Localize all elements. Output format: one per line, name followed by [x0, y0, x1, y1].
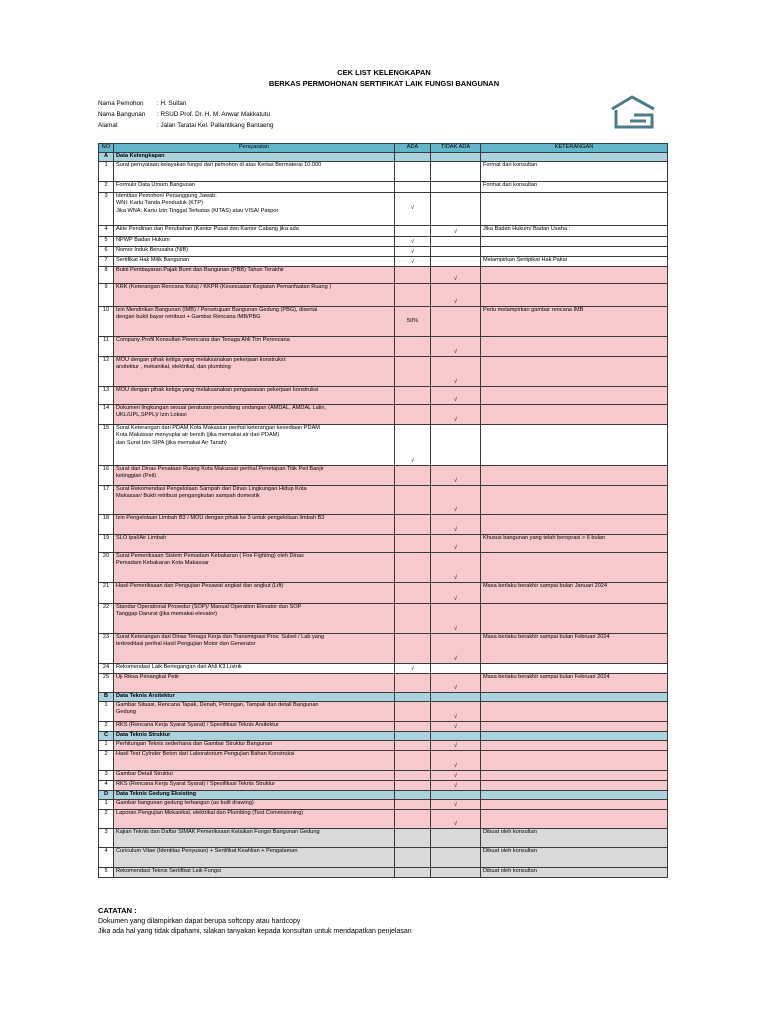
requirement-text: Surat Keterangan dari PDAM Kota Makassar perihal keterangan kesediaan PDAM Kota Makassar menyuplai air bersih (jika memakai air dari PDAM) dan Surat Izin SIPA (jika memakai Air Tanah) — [114, 425, 395, 466]
table-row — [99, 604, 668, 634]
table-row — [99, 486, 668, 515]
section-letter: C — [99, 732, 114, 741]
table-row — [99, 337, 668, 357]
section-letter: B — [99, 693, 114, 702]
keterangan-text: Perlu melampirkan gambar rencana IMB — [481, 307, 668, 337]
tidak-ada-mark — [431, 664, 481, 674]
doc-title-line1: CEK LIST KELENGKAPAN — [337, 68, 431, 77]
info-building — [98, 111, 270, 118]
cell-ada — [395, 693, 431, 702]
section-row — [99, 153, 668, 162]
row-number: 22 — [99, 604, 114, 634]
requirement-text: Bukti Pembayaran Pajak Bumi dan Bangunan (PBB) Tahun Terakhir — [114, 267, 395, 284]
keterangan-text: Masa berlaku berakhir sampai bulan Januari 2024 — [481, 583, 668, 604]
keterangan-text — [481, 664, 668, 674]
section-row — [99, 732, 668, 741]
keterangan-text: Format dari konsultan — [481, 182, 668, 193]
tidak-ada-mark: √ — [431, 751, 481, 771]
requirement-text: Akte Pendirian dan Perubahan (Kantor Pusat dan Kantor Cabang jika ada — [114, 226, 395, 237]
tidak-ada-mark — [431, 182, 481, 193]
tidak-ada-mark: √ — [431, 515, 481, 535]
ada-mark — [395, 182, 431, 193]
requirement-text: Gambar Detail Struktur — [114, 771, 395, 781]
row-number: 10 — [99, 307, 114, 337]
keterangan-text — [481, 284, 668, 307]
requirement-text: NPWP Badan Hukum — [114, 237, 395, 247]
keterangan-text — [481, 800, 668, 810]
row-number: 17 — [99, 486, 114, 515]
tidak-ada-mark: √ — [431, 810, 481, 829]
table-row — [99, 387, 668, 405]
tidak-ada-mark: √ — [431, 604, 481, 634]
ada-mark — [395, 553, 431, 583]
row-number: 11 — [99, 337, 114, 357]
table-header-row — [99, 144, 668, 153]
tidak-ada-mark — [431, 193, 481, 226]
keterangan-text — [481, 237, 668, 247]
checklist-table — [98, 143, 668, 878]
table-row — [99, 741, 668, 751]
ada-mark: √ — [395, 237, 431, 247]
table-row — [99, 267, 668, 284]
table-row — [99, 751, 668, 771]
requirement-text: KRK (Keterangan Rencana Kota) / KKPR (Kesesuaian Kegiatan Pemanfaatan Ruang ) — [114, 284, 395, 307]
ada-mark — [395, 722, 431, 732]
ada-mark — [395, 337, 431, 357]
keterangan-text — [481, 425, 668, 466]
ada-mark: √ — [395, 257, 431, 267]
keterangan-text — [481, 810, 668, 829]
tidak-ada-mark: √ — [431, 583, 481, 604]
table-row — [99, 307, 668, 337]
row-number: 5 — [99, 237, 114, 247]
requirement-text: RKS (Rencana Kerja Syarat Syarat) / Spesifikasi Teknis Struktur — [114, 781, 395, 791]
section-letter: D — [99, 791, 114, 800]
ada-mark — [395, 674, 431, 693]
requirement-text: Surat Pemeriksaan Sistem Pemadam Kebakaran ( Fire Fighting) oleh Dinas Pemadam Kebakaran Kota Makassar — [114, 553, 395, 583]
row-number: 25 — [99, 674, 114, 693]
keterangan-text — [481, 751, 668, 771]
tidak-ada-mark — [431, 237, 481, 247]
table-row — [99, 257, 668, 267]
table-row — [99, 810, 668, 829]
requirement-text: Identitas Pemohon/ Penanggung Jawab: WNI: Kartu Tanda Penduduk (KTP) Jika WNA: Kartu Izin Tinggal Terbatas (KITAS) atau VISA/ Paspor — [114, 193, 395, 226]
row-number: 6 — [99, 247, 114, 257]
row-number: 2 — [99, 810, 114, 829]
notes-section — [98, 906, 412, 937]
tidak-ada-mark: √ — [431, 337, 481, 357]
row-number: 12 — [99, 357, 114, 387]
row-number: 16 — [99, 466, 114, 486]
ada-mark — [395, 486, 431, 515]
ada-mark — [395, 162, 431, 182]
ada-mark: √ — [395, 425, 431, 466]
section-title: Data Kelengkapan — [114, 153, 395, 162]
requirement-text: MOU dengan pihak ketiga yang melaksanakan pekerjaan konstruksi: arsitektur , mekanikal, elektrikal, dan plumbing — [114, 357, 395, 387]
keterangan-text — [481, 267, 668, 284]
cell-keterangan — [481, 693, 668, 702]
requirement-text: Surat dari Dinas Penataan Ruang Kota Makassar perihal Penetapan Titik Peil Banjir ketinggian (Peil) — [114, 466, 395, 486]
table-row — [99, 162, 668, 182]
table-row — [99, 829, 668, 848]
row-number: 2 — [99, 722, 114, 732]
table-row — [99, 284, 668, 307]
row-number: 8 — [99, 267, 114, 284]
header-requirement: Persyaratan — [114, 144, 395, 153]
table-row — [99, 247, 668, 257]
table-row — [99, 781, 668, 791]
requirement-text: Uji Riksa Penangkal Petir — [114, 674, 395, 693]
header-keterangan: KETERANGAN — [481, 144, 668, 153]
tidak-ada-mark: √ — [431, 387, 481, 405]
ada-mark — [395, 466, 431, 486]
keterangan-text — [481, 337, 668, 357]
section-title: Data Teknis Struktur — [114, 732, 395, 741]
cell-keterangan — [481, 791, 668, 800]
row-number: 15 — [99, 425, 114, 466]
table-row — [99, 405, 668, 425]
ada-mark — [395, 357, 431, 387]
row-number: 19 — [99, 535, 114, 553]
ada-mark — [395, 751, 431, 771]
tidak-ada-mark: √ — [431, 357, 481, 387]
requirement-text: Hasil Pemeriksaan dan Pengujian Pesawat angkat dan angkut (Lift) — [114, 583, 395, 604]
row-number: 4 — [99, 226, 114, 237]
table-row — [99, 425, 668, 466]
tidak-ada-mark: √ — [431, 267, 481, 284]
requirement-text: Gambar Situasi, Rencana Tapak, Denah, Potongan, Tampak dan detail Bangunan Gedung — [114, 702, 395, 722]
tidak-ada-mark: √ — [431, 741, 481, 751]
requirement-text: Standar Operational Prosedur (SOP)/ Manual Operation Elevator dan SOP Tanggap Darurat (jika memakai elevator) — [114, 604, 395, 634]
section-row — [99, 791, 668, 800]
ada-mark — [395, 810, 431, 829]
tidak-ada-mark: √ — [431, 800, 481, 810]
cell-ada — [395, 153, 431, 162]
keterangan-text: Masa berlaku berakhir sampai bulan Februari 2024 — [481, 674, 668, 693]
tidak-ada-mark — [431, 868, 481, 878]
row-number: 9 — [99, 284, 114, 307]
keterangan-text — [481, 515, 668, 535]
keterangan-text — [481, 466, 668, 486]
tidak-ada-mark: √ — [431, 553, 481, 583]
keterangan-text: Jika Badan Hukum/ Badan Usaha : — [481, 226, 668, 237]
ada-mark — [395, 771, 431, 781]
row-number: 23 — [99, 634, 114, 664]
keterangan-text — [481, 387, 668, 405]
table-row — [99, 664, 668, 674]
ada-mark — [395, 702, 431, 722]
info-value: : H. Sultan — [157, 100, 187, 107]
ada-mark — [395, 226, 431, 237]
keterangan-text: Format dari konsultan — [481, 162, 668, 182]
row-number: 2 — [99, 182, 114, 193]
keterangan-text — [481, 781, 668, 791]
tidak-ada-mark — [431, 247, 481, 257]
row-number: 3 — [99, 193, 114, 226]
table-row — [99, 357, 668, 387]
row-number: 18 — [99, 515, 114, 535]
requirement-text: Surat Rekomendasi Pengelolaan Sampah dari Dinas Lingkungan Hidup Kota Makassar/ Bukti retribusi pengangkutan sampah domestik — [114, 486, 395, 515]
table-row — [99, 868, 668, 878]
requirement-text: Nomor Induk Berusaha (NIB) — [114, 247, 395, 257]
row-number: 1 — [99, 162, 114, 182]
keterangan-text — [481, 741, 668, 751]
ada-mark — [395, 604, 431, 634]
row-number: 24 — [99, 664, 114, 674]
table-row — [99, 674, 668, 693]
requirement-text: Perhitungan Teknis sederhana dan Gambar Struktur Bangunan — [114, 741, 395, 751]
keterangan-text: Dibuat oleh konsultan — [481, 829, 668, 848]
keterangan-text — [481, 722, 668, 732]
row-number: 4 — [99, 781, 114, 791]
keterangan-text: Melampirkan Sertipikat Hak Pakai — [481, 257, 668, 267]
requirement-text: Izin Pengelolaan Limbah B3 / MOU dengan pihak ke 3 untuk pengelolaan limbah B3 — [114, 515, 395, 535]
keterangan-text — [481, 405, 668, 425]
ada-mark — [395, 868, 431, 878]
ada-mark — [395, 405, 431, 425]
tidak-ada-mark — [431, 425, 481, 466]
info-value: : Jalan Taratai Kel. Pallantikang Bantaeng — [157, 122, 274, 129]
notes-title: CATATAN : — [98, 906, 137, 915]
table-row — [99, 515, 668, 535]
requirement-text: Surat pernyataan kelayakan fungsi dari pemohon di atas Kertas Bermaterai 10.000 — [114, 162, 395, 182]
keterangan-text: Dibuat oleh konsultan — [481, 848, 668, 868]
requirement-text: Gambar bangunan gedung terbangun (as built drawing) — [114, 800, 395, 810]
ada-mark — [395, 515, 431, 535]
table-row — [99, 583, 668, 604]
keterangan-text: Masa berlaku berakhir sampai bulan Februari 2024 — [481, 634, 668, 664]
info-value: : RSUD Prof. Dr. H. M. Anwar Makkatutu — [157, 111, 271, 118]
ada-mark — [395, 781, 431, 791]
row-number: 1 — [99, 702, 114, 722]
table-row — [99, 722, 668, 732]
ada-mark — [395, 535, 431, 553]
requirement-text: Company Profil Konsultan Perencana dan Tenaga Ahli Tim Perencana — [114, 337, 395, 357]
section-letter: A — [99, 153, 114, 162]
cell-tidak-ada — [431, 693, 481, 702]
requirement-text: SLO Ipal/Air Limbah — [114, 535, 395, 553]
requirement-text: Rekomendasi Teknis Sertifikat Laik Fungsi — [114, 868, 395, 878]
tidak-ada-mark: √ — [431, 466, 481, 486]
notes-line: Jika ada hal yang tidak dipahami, silakan tanyakan kepada konsultan untuk mendapatkan penjelasan — [98, 928, 412, 936]
tidak-ada-mark: √ — [431, 674, 481, 693]
keterangan-text — [481, 193, 668, 226]
tidak-ada-mark: √ — [431, 226, 481, 237]
requirement-text: Izin Mendirikan Bangunan (IMB) / Persetujuan Bangunan Gedung (PBG), disertai dengan bukti bayar retribusi + Gambar Rencana IMB/PBG — [114, 307, 395, 337]
ada-mark — [395, 634, 431, 664]
info-label: Alamat — [98, 122, 118, 129]
building-logo-icon — [610, 95, 656, 129]
row-number: 4 — [99, 848, 114, 868]
requirement-text: Surat Keterangan dari Dinas Tenaga Kerja dan Transmigrasi Prov. Sulsel / Lab yang terkreditasi perihal Hasil Pengujian Motor dan Generator — [114, 634, 395, 664]
requirement-text: Sertifikat Hak Milik Bangunan — [114, 257, 395, 267]
ada-mark — [395, 741, 431, 751]
table-row — [99, 226, 668, 237]
ada-mark — [395, 829, 431, 848]
tidak-ada-mark: √ — [431, 535, 481, 553]
table-row — [99, 702, 668, 722]
header-tidak-ada: TIDAK ADA — [431, 144, 481, 153]
cell-tidak-ada — [431, 153, 481, 162]
tidak-ada-mark: √ — [431, 634, 481, 664]
row-number: 3 — [99, 771, 114, 781]
row-number: 1 — [99, 800, 114, 810]
doc-title-line2: BERKAS PERMOHONAN SERTIFIKAT LAIK FUNGSI BANGUNAN — [268, 79, 500, 88]
row-number: 13 — [99, 387, 114, 405]
requirement-text: Laporan Pengujian Mekanikal, elektrikal dan Plumbing (Test Commisioning) — [114, 810, 395, 829]
tidak-ada-mark: √ — [431, 781, 481, 791]
table-row — [99, 771, 668, 781]
tidak-ada-mark — [431, 257, 481, 267]
header-ada: ADA — [395, 144, 431, 153]
ada-mark — [395, 800, 431, 810]
requirement-text: Kajian Teknis dan Daftar SIMAK Pemeriksaan Kelaikan Fungsi Bangunan Gedung — [114, 829, 395, 848]
keterangan-text — [481, 486, 668, 515]
row-number: 5 — [99, 868, 114, 878]
ada-mark: √ — [395, 193, 431, 226]
tidak-ada-mark — [431, 162, 481, 182]
table-row — [99, 553, 668, 583]
table-row — [99, 237, 668, 247]
table-row — [99, 535, 668, 553]
section-title: Data Teknis Arsitektur — [114, 693, 395, 702]
cell-keterangan — [481, 732, 668, 741]
cell-tidak-ada — [431, 791, 481, 800]
tidak-ada-mark: √ — [431, 722, 481, 732]
tidak-ada-mark: √ — [431, 486, 481, 515]
ada-mark: √ — [395, 247, 431, 257]
keterangan-text — [481, 702, 668, 722]
tidak-ada-mark — [431, 848, 481, 868]
info-label: Nama Pemohon — [98, 100, 144, 107]
keterangan-text — [481, 357, 668, 387]
cell-ada — [395, 732, 431, 741]
cell-keterangan — [481, 153, 668, 162]
table-row — [99, 848, 668, 868]
row-number: 7 — [99, 257, 114, 267]
tidak-ada-mark: √ — [431, 405, 481, 425]
row-number: 3 — [99, 829, 114, 848]
ada-mark — [395, 284, 431, 307]
ada-mark: 50% — [395, 307, 431, 337]
header-no: NO — [99, 144, 114, 153]
keterangan-text: Khusus bangunan yang telah beroprasi > 6 bulan — [481, 535, 668, 553]
info-applicant — [98, 100, 186, 107]
keterangan-text — [481, 604, 668, 634]
requirement-text: MOU dengan pihak ketiga yang melaksanakan pengawasan pekerjaan konstruksi — [114, 387, 395, 405]
requirement-text: Curiculum Vitae (Identitas Penyusun) + Sertifikat Keahlian + Pengalaman — [114, 848, 395, 868]
checklist-body — [99, 144, 668, 878]
requirement-text: Hasil Test Cylnder Beton dari Laboratorium Pengujian Bahan Konstruksi — [114, 751, 395, 771]
ada-mark — [395, 387, 431, 405]
info-address — [98, 122, 273, 129]
table-row — [99, 634, 668, 664]
table-row — [99, 466, 668, 486]
requirement-text: Formulir Data Umum Bangunan — [114, 182, 395, 193]
keterangan-text — [481, 771, 668, 781]
notes-line: Dokumen yang dilampirkan dapat berupa softcopy atau hardcopy — [98, 917, 301, 925]
ada-mark — [395, 267, 431, 284]
section-title: Data Teknis Gedung Eksisting — [114, 791, 395, 800]
tidak-ada-mark: √ — [431, 702, 481, 722]
requirement-text: Dokumen lingkungan sesuai peraturan perundang undangan (AMDAL, AMDAL Lalin, UKL/UPL,SPPL)/ Izin Lokasi — [114, 405, 395, 425]
tidak-ada-mark — [431, 829, 481, 848]
section-row — [99, 693, 668, 702]
cell-ada — [395, 791, 431, 800]
cell-tidak-ada — [431, 732, 481, 741]
requirement-text: Rekomendasi Laik Bertegangan dari Ahli K3 Listrik — [114, 664, 395, 674]
row-number: 1 — [99, 741, 114, 751]
requirement-text: RKS (Rencana Kerja Syarat Syarat) / Spesifikasi Teknis Arsitektur — [114, 722, 395, 732]
row-number: 14 — [99, 405, 114, 425]
row-number: 20 — [99, 553, 114, 583]
row-number: 21 — [99, 583, 114, 604]
tidak-ada-mark: √ — [431, 284, 481, 307]
row-number: 2 — [99, 751, 114, 771]
ada-mark — [395, 848, 431, 868]
table-row — [99, 182, 668, 193]
ada-mark: √ — [395, 664, 431, 674]
table-row — [99, 800, 668, 810]
tidak-ada-mark: √ — [431, 771, 481, 781]
info-label: Nama Bangunan — [98, 111, 146, 118]
tidak-ada-mark — [431, 307, 481, 337]
table-row — [99, 193, 668, 226]
keterangan-text — [481, 247, 668, 257]
ada-mark — [395, 583, 431, 604]
keterangan-text: Dibuat oleh konsultan — [481, 868, 668, 878]
keterangan-text — [481, 553, 668, 583]
